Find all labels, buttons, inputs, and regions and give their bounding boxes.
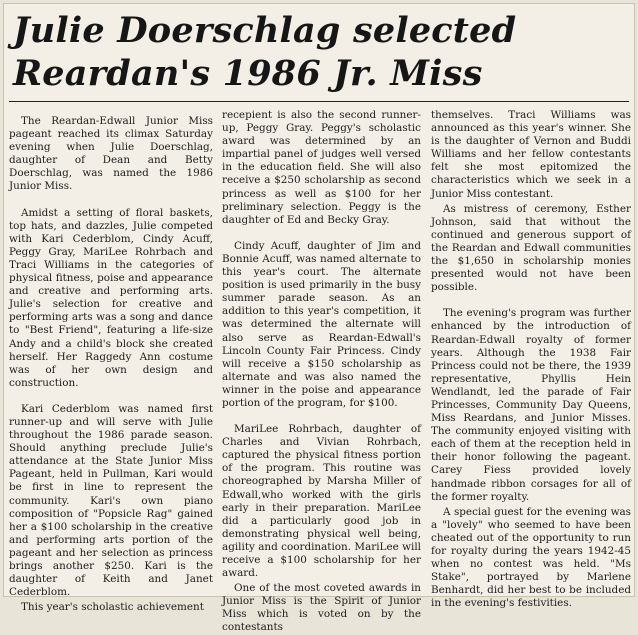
article-column-2 [222,109,421,634]
paragraph: This year's scholastic achievement [21,601,204,614]
paragraph: A special guest for the evening was a "lovely" who seemed to have been cheated out of the opportunity to run for royalty during the years 1942-45 when no contest was held. "Ms Stake", portrayed by Marlene Benhardt, did her best to be included in the evening's festivities. [431,505,631,610]
paragraph: One of the most coveted awards in Junior Miss is the Spirit of Junior Miss which is voted on by the contestants [222,582,421,634]
paragraph: MariLee Rohrbach, daughter of Charles and Vivian Rohrbach, captured the physical fitness portion of the program. This routine was choreographed by Marsha Miller of Edwall,who worked with the girls early in their preparation. MariLee did a particularly good job in demonstrating physical well being, agility and coordination. MariLee will receive a $100 scholarship for her award. [222,423,421,580]
headline-rule [9,101,629,102]
paragraph: Cindy Acuff, daughter of Jim and Bonnie Acuff, was named alternate to this year's court. The alternate position is used primarily in the busy summer parade season. As an addition to this year's competition, it was determined the alternate will also serve as Reardan-Edwall's Lincoln County Fair Princess. Cindy will receive a $150 scholarship as alternate and was also named the winner in the poise and appearance portion of the program, for $100. [222,239,421,409]
article-column-3 [431,109,631,610]
headline-line-1: Julie Doerschlag selected [13,10,517,51]
paragraph: As mistress of ceremony, Esther Johnson, said that without the continued and generous support of the Reardan and Edwall communities the $1,650 in scholarship monies presented would not have been possible. [431,202,631,294]
paragraph: Kari Cederblom was named first runner-up and will serve with Julie throughout the 1986 parade season. Should anything preclude Julie's attendance at the State Junior Miss Pageant, held in Pullman, Kari would be first in line to represent the community. Kari's own piano composition of "Popsicle Rag" gained her a $100 scholarship in the creative and performing arts portion of the pageant and her selection as princess brings another $250. Kari is the daughter of Keith and Janet Cederblom. [9,402,213,599]
headline-line-2: Reardan's 1986 Jr. Miss [13,53,483,94]
headline [13,9,633,95]
paragraph: themselves. Traci Williams was announced as this year's winner. She is the daughter of Vernon and Buddi Williams and her fellow contestants felt she most epitomized the characteristics which we seek in a Junior Miss contestant. [431,109,631,200]
paragraph: Amidst a setting of floral baskets, top hats, and dazzles, Julie competed with Kari Cederblom, Cindy Acuff, Peggy Gray, MariLee Rohrbach and Traci Williams in the categories of physical fitness, poise and appearance and creative and performing arts. Julie's selection for creative and performing arts was a song and dance to "Best Friend", featuring a life-size Andy and a child's block she created herself. Her Raggedy Ann costume was of her own design and construction. [9,206,213,389]
newspaper-clipping [3,3,635,634]
paragraph: recepient is also the second runner-up, Peggy Gray. Peggy's scholastic award was determined by an impartial panel of judges well versed in the education field. She will also receive a $250 scholarship as second princess as well as $100 for her preliminary selection. Peggy is the daughter of Ed and Becky Gray. [222,109,421,226]
paragraph: The evening's program was further enhanced by the introduction of Reardan-Edwall royalty of former years. Although the 1938 Fair Princess could not be there, the 1939 representative, Phyllis Hein Wendlandt, led the parade of Fair Princesses, Community Day Queens, Miss Reardans, and Junior Misses. The community enjoyed visiting with each of them at the reception held in their honor following the pageant. Carey Fiess provided lovely handmade ribbon corsages for all of the former royalty. [431,307,631,503]
paragraph: The Reardan-Edwall Junior Miss pageant reached its climax Saturday evening when Julie Doerschlag, daughter of Dean and Betty Doerschlag, was named the 1986 Junior Miss. [9,115,213,193]
article-column-1 [9,115,213,614]
